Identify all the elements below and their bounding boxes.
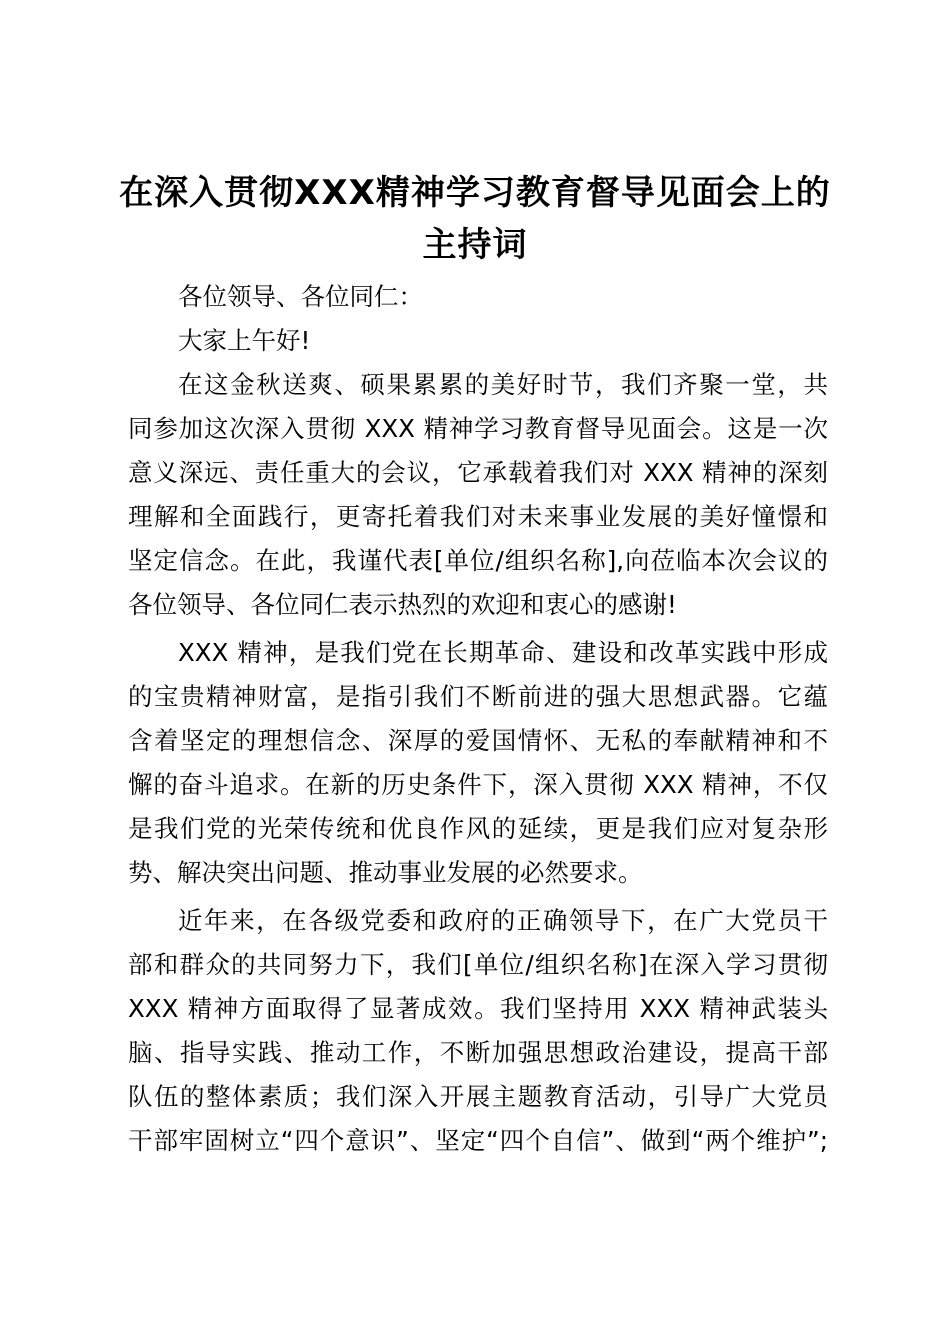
salutation: 大家上午好! [178, 326, 311, 355]
paragraph-3-line-6: 干部牢固树立“四个意识”、坚定“四个自信”、做到“两个维护”; [128, 1126, 828, 1155]
paragraph-3-line-2: 部和群众的共同努力下，我们[单位/组织名称]在深入学习贯彻 [128, 950, 828, 979]
paragraph-3-line-4: 脑、指导实践、推动工作，不断加强思想政治建设，提高干部 [128, 1038, 828, 1067]
paragraph-2-line-4: 懈的奋斗追求。在新的历史条件下，深入贯彻 XXX 精神，不仅 [128, 770, 828, 799]
document-title-line-1: 在深入贯彻XXX精神学习教育督导见面会上的 [119, 173, 831, 213]
paragraph-2-line-6: 势、解决突出问题、推动事业发展的必然要求。 [128, 858, 643, 887]
paragraph-2-line-3: 含着坚定的理想信念、深厚的爱国情怀、无私的奉献精神和不 [128, 726, 828, 755]
paragraph-1-line-6: 各位领导、各位同仁表示热烈的欢迎和衷心的感谢! [128, 590, 677, 619]
paragraph-2-line-5: 是我们党的光荣传统和优良作风的延续，更是我们应对复杂形 [128, 814, 828, 843]
paragraph-1-line-4: 理解和全面践行，更寄托着我们对未来事业发展的美好憧憬和 [128, 502, 828, 531]
paragraph-1-line-1: 在这金秋送爽、硕果累累的美好时节，我们齐聚一堂，共 [178, 370, 828, 399]
paragraph-3-line-3: XXX 精神方面取得了显著成效。我们坚持用 XXX 精神武装头 [128, 994, 828, 1023]
document-title-line-2: 主持词 [422, 225, 528, 265]
paragraph-3-line-5: 队伍的整体素质；我们深入开展主题教育活动，引导广大党员 [128, 1082, 828, 1111]
greeting: 各位领导、各位同仁： [178, 282, 423, 311]
paragraph-1-line-5: 坚定信念。在此，我谨代表[单位/组织名称],向莅临本次会议的 [128, 546, 828, 575]
paragraph-2-line-2: 的宝贵精神财富，是指引我们不断前进的强大思想武器。它蕴 [128, 682, 828, 711]
paragraph-1-line-3: 意义深远、责任重大的会议，它承载着我们对 XXX 精神的深刻 [128, 458, 828, 487]
paragraph-1-line-2: 同参加这次深入贯彻 XXX 精神学习教育督导见面会。这是一次 [128, 414, 828, 443]
paragraph-3-line-1: 近年来，在各级党委和政府的正确领导下，在广大党员干 [178, 906, 828, 935]
paragraph-2-line-1: XXX 精神，是我们党在长期革命、建设和改革实践中形成 [178, 638, 828, 667]
